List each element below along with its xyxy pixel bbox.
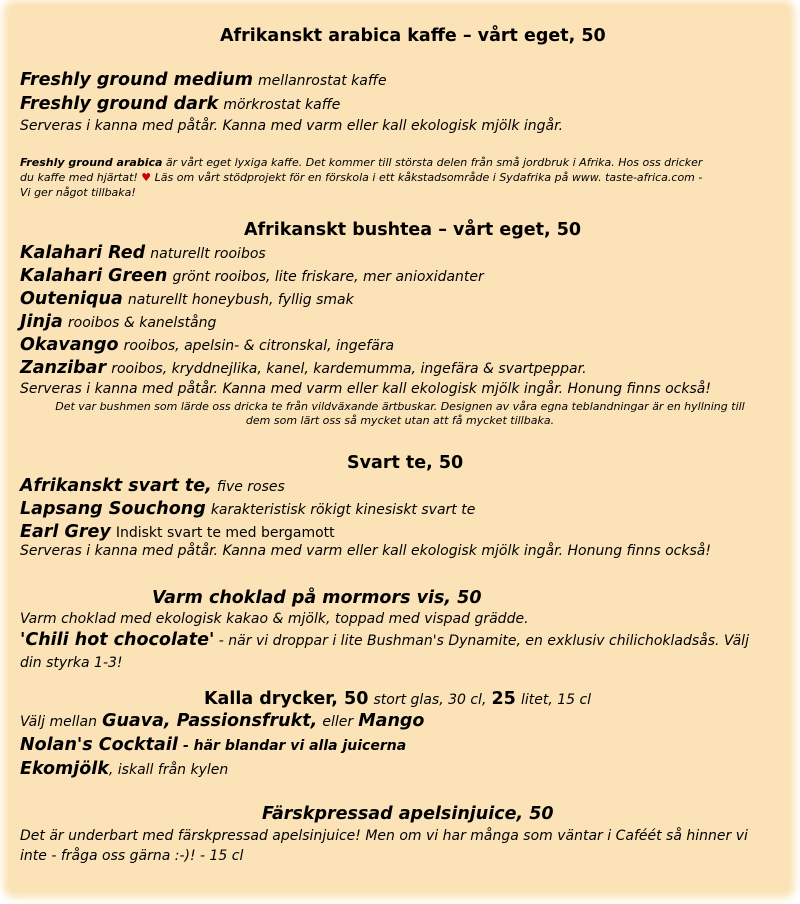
bushtea-item-name: Okavango <box>20 335 119 355</box>
coffee-served-note: Serveras i kanna med påtår. Kanna med varm eller kall ekologisk mjölk ingår. <box>20 118 564 134</box>
bushtea-item <box>20 358 587 378</box>
coffee-note-bold: Freshly ground arabica <box>20 156 163 169</box>
cold-choose-prefix: Välj mellan <box>20 714 97 730</box>
coffee-item-desc: mellanrostat kaffe <box>258 73 387 89</box>
blacktea-item-name: Lapsang Souchong <box>20 499 206 519</box>
coffee-item-name: Freshly ground medium <box>20 70 253 90</box>
cold-small-note: litet, 15 cl <box>520 692 592 708</box>
coffee-note-text: du kaffe med hjärtat! <box>20 171 142 184</box>
bushtea-item <box>20 243 266 263</box>
blacktea-item-desc: Indiskt svart te med bergamott <box>115 525 335 541</box>
chili-chocolate-desc: - när vi droppar i lite Bushman's Dynamite, en exklusiv chilichokladsås. Välj <box>214 633 749 649</box>
juice-heading: Färskpressad apelsinjuice, 50 <box>262 804 554 824</box>
cocktail-name: Nolan's Cocktail <box>20 735 178 755</box>
bushtea-item-name: Zanzibar <box>20 358 107 378</box>
bushtea-item-desc: naturellt honeybush, fyllig smak <box>127 292 354 308</box>
bushtea-item-name: Kalahari Green <box>20 266 168 286</box>
bushtea-item-desc: rooibos, kryddnejlika, kanel, kardemumma, ingefära & svartpeppar. <box>111 361 587 377</box>
bushtea-item-name: Kalahari Red <box>20 243 146 263</box>
cold-large-note: stort glas, 30 cl, <box>373 692 487 708</box>
coffee-item-name: Freshly ground dark <box>20 94 219 114</box>
bushtea-item <box>20 266 484 286</box>
coffee-note <box>20 155 702 200</box>
cold-choose-or: eller <box>322 714 354 730</box>
juice-desc <box>20 826 748 866</box>
bushtea-item-desc: naturellt rooibos <box>150 246 266 262</box>
blacktea-item-desc: five roses <box>216 479 285 495</box>
bushtea-item <box>20 335 394 355</box>
coffee-note-text: Vi ger något tillbaka! <box>20 186 136 199</box>
coffee-note-text: är vårt eget lyxiga kaffe. Det kommer till största delen från små jordbruk i Afrika. Hos oss dricker <box>162 156 703 169</box>
bushtea-note-line: dem som lärt oss så mycket utan att få mycket tillbaka. <box>245 414 555 427</box>
bushtea-item-desc: rooibos, apelsin- & citronskal, ingefära <box>123 338 395 354</box>
juice-desc-line: Det är underbart med färskpressad apelsinjuice! Men om vi har många som väntar i Caféét så hinner vi <box>20 828 748 844</box>
blacktea-item <box>20 522 335 542</box>
coffee-item <box>20 94 340 114</box>
cocktail-item <box>20 735 406 755</box>
bushtea-item <box>20 312 216 332</box>
blacktea-item <box>20 499 475 519</box>
blacktea-item-name: Afrikanskt svart te, <box>20 476 212 496</box>
milk-desc: , iskall från kylen <box>108 762 229 778</box>
cold-choose-options: Guava, Passionsfrukt, <box>102 711 318 731</box>
coffee-heading: Afrikanskt arabica kaffe – vårt eget, 50 <box>220 26 606 46</box>
chili-chocolate-desc: din styrka 1-3! <box>20 655 123 671</box>
cold-choose-line <box>20 711 424 731</box>
milk-name: Ekomjölk <box>20 759 109 779</box>
chili-chocolate-name: 'Chili hot chocolate' <box>20 630 215 650</box>
blacktea-item <box>20 476 285 496</box>
bushtea-item-desc: rooibos & kanelstång <box>67 315 217 331</box>
milk-item <box>20 759 228 779</box>
coffee-item <box>20 70 387 90</box>
bushtea-heading: Afrikanskt bushtea – vårt eget, 50 <box>244 220 582 240</box>
cold-choose-last: Mango <box>358 711 425 731</box>
cold-heading-title: Kalla drycker, 50 <box>204 689 369 709</box>
bushtea-item <box>20 289 354 309</box>
chocolate-desc: Varm choklad med ekologisk kakao & mjölk, toppad med vispad grädde. <box>20 611 529 627</box>
heart-icon: ♥ <box>141 171 152 184</box>
bushtea-item-name: Jinja <box>20 312 63 332</box>
chocolate-heading: Varm choklad på mormors vis, 50 <box>152 588 482 608</box>
cold-small-price: 25 <box>491 689 516 709</box>
bushtea-note <box>20 400 780 428</box>
bushtea-item-desc: grönt rooibos, lite friskare, mer anioxidanter <box>172 269 484 285</box>
blacktea-heading: Svart te, 50 <box>347 453 464 473</box>
coffee-note-text: Läs om vårt stödprojekt för en förskola i ett kåkstadsområde i Sydafrika på www. taste-africa.com - <box>151 171 703 184</box>
bushtea-item-name: Outeniqua <box>20 289 123 309</box>
juice-desc-line: inte - fråga oss gärna :-)! - 15 cl <box>20 848 244 864</box>
bushtea-served-note: Serveras i kanna med påtår. Kanna med varm eller kall ekologisk mjölk ingår. Honung finns också! <box>20 381 711 397</box>
cold-heading <box>204 689 591 709</box>
chili-chocolate-item <box>20 629 749 674</box>
bushtea-note-line: Det var bushmen som lärde oss dricka te från vildväxande ärtbuskar. Designen av våra egna teblandningar är en hyllning till <box>55 400 745 413</box>
coffee-item-desc: mörkrostat kaffe <box>223 97 341 113</box>
blacktea-item-name: Earl Grey <box>20 522 111 542</box>
blacktea-served-note: Serveras i kanna med påtår. Kanna med varm eller kall ekologisk mjölk ingår. Honung finns också! <box>20 543 711 559</box>
blacktea-item-desc: karakteristisk rökigt kinesiskt svart te <box>210 502 476 518</box>
cocktail-desc: - här blandar vi alla juicerna <box>182 738 407 754</box>
